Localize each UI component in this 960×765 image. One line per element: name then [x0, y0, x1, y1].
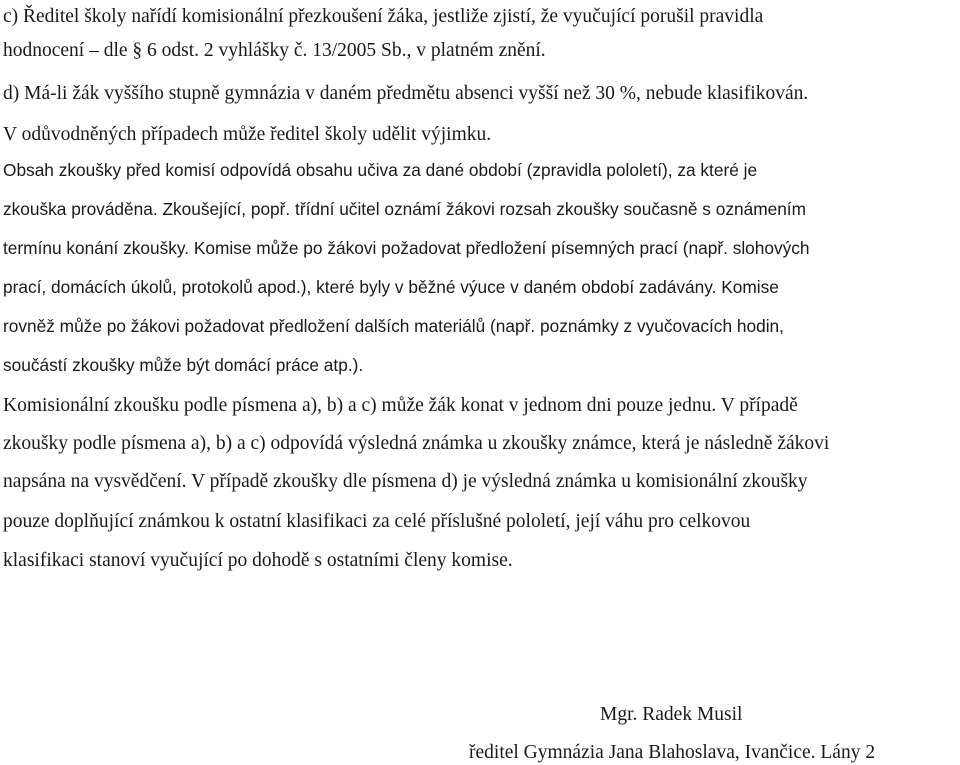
- text-line: V odůvodněných případech může ředitel školy udělit výjimku.: [3, 124, 492, 145]
- text-line: prací, domácích úkolů, protokolů apod.), které byly v běžné výuce v daném období zadávány. Komise: [3, 277, 779, 297]
- text-line: c) Ředitel školy nařídí komisionální přezkoušení žáka, jestliže zjistí, že vyučující porušil pravidla: [3, 6, 764, 27]
- text-line: napsána na vysvědčení. V případě zkoušky dle písmena d) je výsledná známka u komisionální zkoušky: [3, 471, 808, 492]
- text-line: zkoušky podle písmena a), b) a c) odpovídá výsledná známka u zkoušky známce, která je následně žákovi: [3, 433, 830, 454]
- text-line: součástí zkoušky může být domácí práce atp.).: [3, 355, 364, 375]
- text-line: termínu konání zkoušky. Komise může po žákovi požadovat předložení písemných prací (např. slohových: [3, 238, 810, 258]
- text-line: klasifikaci stanoví vyučující po dohodě s ostatními členy komise.: [3, 550, 513, 571]
- text-line: rovněž může po žákovi požadovat předložení dalších materiálů (např. poznámky z vyučovacích hodin,: [3, 316, 784, 336]
- text-line: hodnocení – dle § 6 odst. 2 vyhlášky č. 13/2005 Sb., v platném znění.: [3, 40, 546, 61]
- text-line: Obsah zkoušky před komisí odpovídá obsahu učiva za dané období (zpravidla pololetí), za které je: [3, 160, 758, 180]
- signature-role: ředitel Gymnázia Jana Blahoslava, Ivančice. Lány 2: [469, 742, 876, 763]
- text-line: pouze doplňující známkou k ostatní klasifikaci za celé příslušné pololetí, její váhu pro celkovou: [3, 511, 751, 532]
- text-line: Komisionální zkoušku podle písmena a), b) a c) může žák konat v jednom dni pouze jednu. V případě: [3, 395, 798, 416]
- text-line: d) Má-li žák vyššího stupně gymnázia v daném předmětu absenci vyšší než 30 %, nebude klasifikován.: [3, 83, 809, 104]
- signature-name: Mgr. Radek Musil: [600, 704, 743, 725]
- text-line: zkouška prováděna. Zkoušející, popř. třídní učitel oznámí žákovi rozsah zkoušky současně s oznámením: [3, 199, 807, 219]
